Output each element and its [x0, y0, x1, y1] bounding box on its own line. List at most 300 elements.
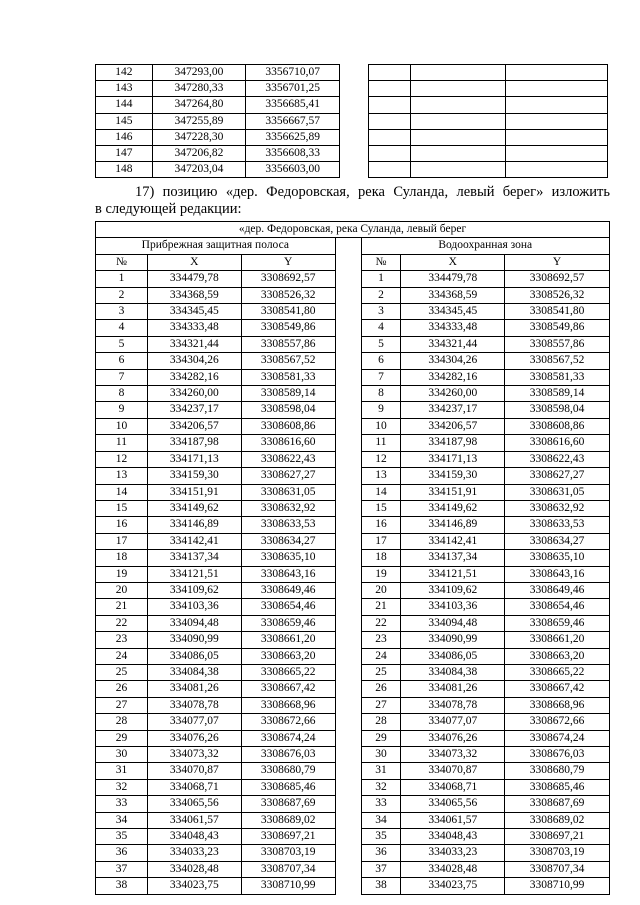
empty-cell	[506, 81, 608, 97]
left-point-number: 13	[96, 468, 148, 484]
right-y-coordinate: 3308649,46	[505, 582, 610, 598]
left-x-coordinate: 334065,56	[147, 796, 241, 812]
top-coordinates-table	[95, 64, 340, 178]
table-row	[96, 714, 610, 730]
right-y-coordinate: 3308668,96	[505, 697, 610, 713]
right-y-coordinate: 3308665,22	[505, 664, 610, 680]
right-x-coordinate: 334065,56	[401, 796, 505, 812]
left-point-number: 5	[96, 336, 148, 352]
column-gap	[335, 697, 361, 713]
column-gap	[335, 648, 361, 664]
column-gap	[335, 435, 361, 451]
left-y-coordinate: 3308567,52	[241, 353, 335, 369]
right-point-number: 20	[361, 582, 401, 598]
right-point-number: 38	[361, 878, 401, 894]
point-number: 142	[96, 65, 153, 81]
table-row	[96, 386, 610, 402]
table-row	[96, 369, 610, 385]
right-point-number: 32	[361, 779, 401, 795]
right-y-coordinate: 3308689,02	[505, 812, 610, 828]
x-coordinate: 347203,04	[152, 162, 246, 178]
left-y-coordinate: 3308710,99	[241, 878, 335, 894]
empty-row	[369, 97, 608, 113]
right-point-number: 26	[361, 681, 401, 697]
right-x-coordinate: 334077,07	[401, 714, 505, 730]
table-row	[96, 697, 610, 713]
right-y-coordinate: 3308680,79	[505, 763, 610, 779]
left-y-coordinate: 3308616,60	[241, 435, 335, 451]
left-point-number: 12	[96, 451, 148, 467]
left-point-number: 9	[96, 402, 148, 418]
empty-cell	[506, 129, 608, 145]
left-x-coordinate: 334081,26	[147, 681, 241, 697]
right-y-coordinate: 3308661,20	[505, 632, 610, 648]
right-point-number: 18	[361, 550, 401, 566]
column-gap	[335, 599, 361, 615]
left-y-coordinate: 3308665,22	[241, 664, 335, 680]
right-y-coordinate: 3308598,04	[505, 402, 610, 418]
table-row	[96, 829, 610, 845]
left-point-number: 33	[96, 796, 148, 812]
y-coordinate: 3356608,33	[246, 146, 340, 162]
left-y-coordinate: 3308557,86	[241, 336, 335, 352]
y-coordinate: 3356603,00	[246, 162, 340, 178]
left-point-number: 14	[96, 484, 148, 500]
left-x-coordinate: 334137,34	[147, 550, 241, 566]
left-y-coordinate: 3308687,69	[241, 796, 335, 812]
left-x-coordinate: 334321,44	[147, 336, 241, 352]
empty-cell	[410, 97, 506, 113]
column-gap	[335, 632, 361, 648]
left-y-coordinate: 3308598,04	[241, 402, 335, 418]
left-y-coordinate: 3308661,20	[241, 632, 335, 648]
right-y-coordinate: 3308663,20	[505, 648, 610, 664]
left-point-number: 3	[96, 304, 148, 320]
left-y-coordinate: 3308608,86	[241, 418, 335, 434]
table-row	[96, 517, 610, 533]
column-gap	[335, 320, 361, 336]
table-row	[96, 320, 610, 336]
right-point-number: 16	[361, 517, 401, 533]
empty-row	[369, 162, 608, 178]
point-number: 144	[96, 97, 153, 113]
right-x-coordinate: 334146,89	[401, 517, 505, 533]
empty-row	[369, 113, 608, 129]
y-coordinate: 3356685,41	[246, 97, 340, 113]
left-x-coordinate: 334084,38	[147, 664, 241, 680]
left-x-coordinate: 334033,23	[147, 845, 241, 861]
left-y-coordinate: 3308676,03	[241, 747, 335, 763]
left-point-number: 8	[96, 386, 148, 402]
right-x-coordinate: 334368,59	[401, 287, 505, 303]
left-point-number: 35	[96, 829, 148, 845]
paragraph-line-1: 17) позицию «дер. Федоровская, река Суланда, левый берег» изложить	[135, 184, 610, 200]
right-y-coordinate: 3308703,19	[505, 845, 610, 861]
point-number: 146	[96, 129, 153, 145]
left-point-number: 32	[96, 779, 148, 795]
left-point-number: 34	[96, 812, 148, 828]
table-row	[96, 566, 610, 582]
table-row	[96, 146, 340, 162]
left-point-number: 16	[96, 517, 148, 533]
right-x-coordinate: 334206,57	[401, 418, 505, 434]
right-x-coordinate: 334048,43	[401, 829, 505, 845]
right-point-number: 15	[361, 500, 401, 516]
left-point-number: 18	[96, 550, 148, 566]
right-x-coordinate: 334345,45	[401, 304, 505, 320]
right-x-coordinate: 334070,87	[401, 763, 505, 779]
right-point-number: 19	[361, 566, 401, 582]
left-point-number: 25	[96, 664, 148, 680]
right-y-coordinate: 3308622,43	[505, 451, 610, 467]
point-number: 147	[96, 146, 153, 162]
table-row	[96, 632, 610, 648]
column-gap	[335, 730, 361, 746]
right-x-coordinate: 334078,78	[401, 697, 505, 713]
water-protection-zone-header: Водоохранная зона	[361, 238, 610, 254]
column-gap	[335, 254, 361, 270]
left-point-number: 17	[96, 533, 148, 549]
right-x-coordinate: 334094,48	[401, 615, 505, 631]
right-y-coordinate: 3308631,05	[505, 484, 610, 500]
empty-row	[369, 145, 608, 161]
empty-cell	[410, 81, 506, 97]
table-row	[96, 418, 610, 434]
point-number: 143	[96, 81, 153, 97]
empty-cell	[506, 97, 608, 113]
right-point-number: 14	[361, 484, 401, 500]
coordinates-table-body	[96, 222, 610, 895]
right-y-coordinate: 3308672,66	[505, 714, 610, 730]
right-x-coordinate: 334073,32	[401, 747, 505, 763]
right-point-number: 30	[361, 747, 401, 763]
right-point-number: 29	[361, 730, 401, 746]
empty-row	[369, 81, 608, 97]
table-row	[96, 878, 610, 894]
y-coordinate: 3356667,57	[246, 113, 340, 129]
table-row	[96, 304, 610, 320]
left-point-number: 22	[96, 615, 148, 631]
right-y-coordinate: 3308581,33	[505, 369, 610, 385]
table-row	[96, 336, 610, 352]
left-point-number: 11	[96, 435, 148, 451]
empty-cell	[410, 145, 506, 161]
column-gap	[335, 500, 361, 516]
empty-cell	[410, 162, 506, 178]
left-x-coordinate: 334479,78	[147, 271, 241, 287]
paragraph-line-2: в следующей редакции:	[95, 201, 242, 217]
right-x-coordinate: 334187,98	[401, 435, 505, 451]
left-x-coordinate: 334086,05	[147, 648, 241, 664]
left-point-number: 2	[96, 287, 148, 303]
right-x-coordinate: 334142,41	[401, 533, 505, 549]
right-x-coordinate: 334084,38	[401, 664, 505, 680]
left-y-coordinate: 3308526,32	[241, 287, 335, 303]
right-point-number: 21	[361, 599, 401, 615]
right-point-number: 25	[361, 664, 401, 680]
left-y-coordinate: 3308697,21	[241, 829, 335, 845]
right-x-coordinate: 334237,17	[401, 402, 505, 418]
left-point-number: 30	[96, 747, 148, 763]
column-gap	[335, 714, 361, 730]
right-x-coordinate: 334282,16	[401, 369, 505, 385]
column-gap	[335, 353, 361, 369]
left-x-coordinate: 334149,62	[147, 500, 241, 516]
left-y-coordinate: 3308659,46	[241, 615, 335, 631]
table-row	[96, 763, 610, 779]
table-row	[96, 500, 610, 516]
left-point-number: 6	[96, 353, 148, 369]
column-gap	[335, 287, 361, 303]
left-point-number: 29	[96, 730, 148, 746]
left-x-coordinate: 334028,48	[147, 861, 241, 877]
left-x-coordinate: 334076,26	[147, 730, 241, 746]
table-row	[96, 664, 610, 680]
left-x-coordinate: 334237,17	[147, 402, 241, 418]
empty-cell	[506, 65, 608, 81]
top-empty-table-body	[369, 65, 608, 178]
table-row	[96, 353, 610, 369]
right-col-y-header: Y	[505, 254, 610, 270]
right-x-coordinate: 334103,36	[401, 599, 505, 615]
right-x-coordinate: 334121,51	[401, 566, 505, 582]
right-point-number: 3	[361, 304, 401, 320]
right-x-coordinate: 334033,23	[401, 845, 505, 861]
table-row	[96, 533, 610, 549]
right-y-coordinate: 3308589,14	[505, 386, 610, 402]
table-row	[96, 648, 610, 664]
right-y-coordinate: 3308541,80	[505, 304, 610, 320]
right-x-coordinate: 334260,00	[401, 386, 505, 402]
table-row	[96, 65, 340, 81]
right-y-coordinate: 3308627,27	[505, 468, 610, 484]
left-col-y-header: Y	[241, 254, 335, 270]
column-gap	[335, 550, 361, 566]
left-y-coordinate: 3308680,79	[241, 763, 335, 779]
right-y-coordinate: 3308685,46	[505, 779, 610, 795]
empty-row	[369, 129, 608, 145]
right-point-number: 4	[361, 320, 401, 336]
right-col-x-header: X	[401, 254, 505, 270]
left-y-coordinate: 3308692,57	[241, 271, 335, 287]
right-x-coordinate: 334333,48	[401, 320, 505, 336]
right-col-num-header: №	[361, 254, 401, 270]
left-point-number: 7	[96, 369, 148, 385]
left-y-coordinate: 3308633,53	[241, 517, 335, 533]
x-coordinate: 347255,89	[152, 113, 246, 129]
column-gap	[335, 451, 361, 467]
section-header-row	[96, 238, 610, 254]
left-y-coordinate: 3308581,33	[241, 369, 335, 385]
column-gap	[335, 763, 361, 779]
left-x-coordinate: 334146,89	[147, 517, 241, 533]
right-y-coordinate: 3308643,16	[505, 566, 610, 582]
column-gap	[335, 517, 361, 533]
left-point-number: 37	[96, 861, 148, 877]
right-x-coordinate: 334090,99	[401, 632, 505, 648]
right-x-coordinate: 334076,26	[401, 730, 505, 746]
x-coordinate: 347206,82	[152, 146, 246, 162]
right-x-coordinate: 334159,30	[401, 468, 505, 484]
right-x-coordinate: 334479,78	[401, 271, 505, 287]
table-row	[96, 97, 340, 113]
left-x-coordinate: 334260,00	[147, 386, 241, 402]
left-x-coordinate: 334171,13	[147, 451, 241, 467]
left-x-coordinate: 334073,32	[147, 747, 241, 763]
empty-cell	[369, 162, 411, 178]
left-y-coordinate: 3308549,86	[241, 320, 335, 336]
right-point-number: 27	[361, 697, 401, 713]
left-x-coordinate: 334109,62	[147, 582, 241, 598]
column-gap	[335, 845, 361, 861]
left-point-number: 21	[96, 599, 148, 615]
empty-cell	[506, 113, 608, 129]
amendment-paragraph	[95, 184, 610, 218]
right-x-coordinate: 334304,26	[401, 353, 505, 369]
left-x-coordinate: 334368,59	[147, 287, 241, 303]
right-y-coordinate: 3308659,46	[505, 615, 610, 631]
left-x-coordinate: 334023,75	[147, 878, 241, 894]
coordinates-table	[95, 221, 610, 895]
right-point-number: 10	[361, 418, 401, 434]
table-row	[96, 779, 610, 795]
right-y-coordinate: 3308526,32	[505, 287, 610, 303]
empty-cell	[369, 81, 411, 97]
left-col-num-header: №	[96, 254, 148, 270]
right-x-coordinate: 334151,91	[401, 484, 505, 500]
left-y-coordinate: 3308654,46	[241, 599, 335, 615]
left-y-coordinate: 3308589,14	[241, 386, 335, 402]
empty-row	[369, 65, 608, 81]
right-point-number: 36	[361, 845, 401, 861]
left-x-coordinate: 334304,26	[147, 353, 241, 369]
left-y-coordinate: 3308703,19	[241, 845, 335, 861]
y-coordinate: 3356701,25	[246, 81, 340, 97]
column-gap	[335, 779, 361, 795]
table-row	[96, 599, 610, 615]
left-x-coordinate: 334048,43	[147, 829, 241, 845]
column-gap	[335, 681, 361, 697]
right-y-coordinate: 3308567,52	[505, 353, 610, 369]
right-point-number: 22	[361, 615, 401, 631]
right-y-coordinate: 3308707,34	[505, 861, 610, 877]
right-y-coordinate: 3308692,57	[505, 271, 610, 287]
right-y-coordinate: 3308654,46	[505, 599, 610, 615]
table-row	[96, 812, 610, 828]
empty-cell	[369, 129, 411, 145]
table-title-row	[96, 222, 610, 238]
empty-cell	[410, 65, 506, 81]
column-gap	[335, 418, 361, 434]
left-y-coordinate: 3308667,42	[241, 681, 335, 697]
empty-cell	[369, 113, 411, 129]
left-x-coordinate: 334094,48	[147, 615, 241, 631]
empty-cell	[506, 145, 608, 161]
column-gap	[335, 664, 361, 680]
left-x-coordinate: 334077,07	[147, 714, 241, 730]
left-point-number: 28	[96, 714, 148, 730]
right-y-coordinate: 3308616,60	[505, 435, 610, 451]
left-x-coordinate: 334142,41	[147, 533, 241, 549]
right-point-number: 24	[361, 648, 401, 664]
empty-cell	[369, 97, 411, 113]
table-row	[96, 681, 610, 697]
right-y-coordinate: 3308697,21	[505, 829, 610, 845]
table-row	[96, 287, 610, 303]
right-x-coordinate: 334023,75	[401, 878, 505, 894]
left-point-number: 26	[96, 681, 148, 697]
right-point-number: 11	[361, 435, 401, 451]
left-point-number: 15	[96, 500, 148, 516]
column-gap	[335, 566, 361, 582]
right-point-number: 28	[361, 714, 401, 730]
left-y-coordinate: 3308635,10	[241, 550, 335, 566]
left-y-coordinate: 3308663,20	[241, 648, 335, 664]
left-x-coordinate: 334103,36	[147, 599, 241, 615]
right-point-number: 23	[361, 632, 401, 648]
column-gap	[335, 829, 361, 845]
left-y-coordinate: 3308707,34	[241, 861, 335, 877]
right-y-coordinate: 3308635,10	[505, 550, 610, 566]
left-y-coordinate: 3308689,02	[241, 812, 335, 828]
left-x-coordinate: 334121,51	[147, 566, 241, 582]
left-point-number: 20	[96, 582, 148, 598]
right-y-coordinate: 3308687,69	[505, 796, 610, 812]
table-row	[96, 861, 610, 877]
table-row	[96, 747, 610, 763]
table-row	[96, 435, 610, 451]
column-gap	[335, 304, 361, 320]
empty-cell	[410, 129, 506, 145]
table-row	[96, 162, 340, 178]
right-point-number: 33	[361, 796, 401, 812]
column-gap	[335, 484, 361, 500]
right-point-number: 37	[361, 861, 401, 877]
table-row	[96, 484, 610, 500]
right-y-coordinate: 3308632,92	[505, 500, 610, 516]
table-row	[96, 730, 610, 746]
right-x-coordinate: 334028,48	[401, 861, 505, 877]
right-y-coordinate: 3308634,27	[505, 533, 610, 549]
right-point-number: 17	[361, 533, 401, 549]
left-x-coordinate: 334206,57	[147, 418, 241, 434]
right-x-coordinate: 334321,44	[401, 336, 505, 352]
table-row	[96, 468, 610, 484]
right-x-coordinate: 334086,05	[401, 648, 505, 664]
left-y-coordinate: 3308668,96	[241, 697, 335, 713]
left-point-number: 4	[96, 320, 148, 336]
right-x-coordinate: 334137,34	[401, 550, 505, 566]
left-y-coordinate: 3308541,80	[241, 304, 335, 320]
table-row	[96, 615, 610, 631]
column-gap	[335, 402, 361, 418]
right-y-coordinate: 3308549,86	[505, 320, 610, 336]
left-point-number: 31	[96, 763, 148, 779]
right-y-coordinate: 3308557,86	[505, 336, 610, 352]
left-point-number: 36	[96, 845, 148, 861]
left-y-coordinate: 3308643,16	[241, 566, 335, 582]
table-row	[96, 402, 610, 418]
left-x-coordinate: 334070,87	[147, 763, 241, 779]
left-y-coordinate: 3308627,27	[241, 468, 335, 484]
left-x-coordinate: 334345,45	[147, 304, 241, 320]
table-row	[96, 129, 340, 145]
left-point-number: 24	[96, 648, 148, 664]
left-x-coordinate: 334282,16	[147, 369, 241, 385]
left-y-coordinate: 3308674,24	[241, 730, 335, 746]
right-y-coordinate: 3308633,53	[505, 517, 610, 533]
right-x-coordinate: 334081,26	[401, 681, 505, 697]
